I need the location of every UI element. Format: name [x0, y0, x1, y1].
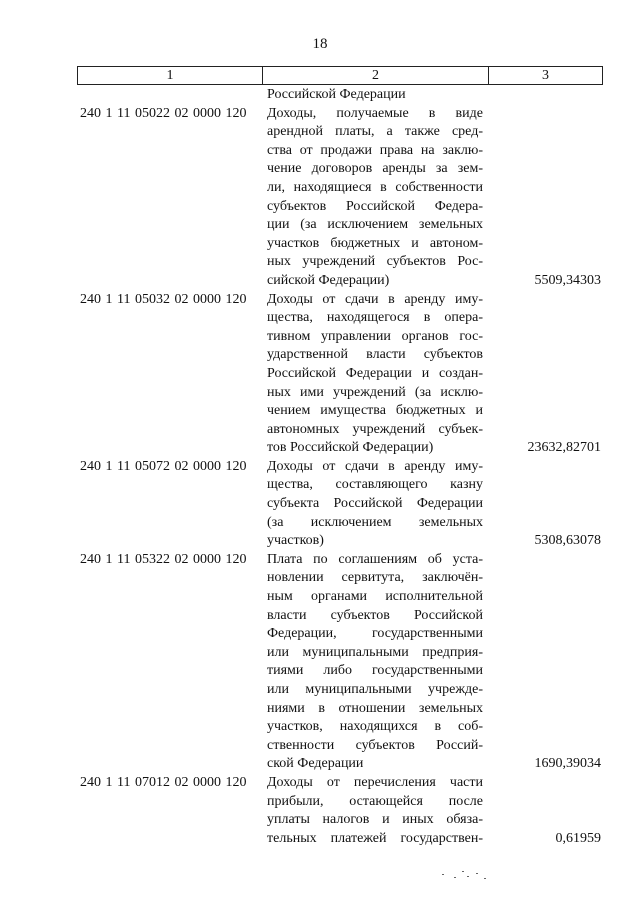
description-line: Российской Федерации и создан- — [267, 365, 483, 381]
amount-value: 23632,82701 — [527, 440, 601, 456]
table-row — [77, 774, 603, 848]
amount-cell — [483, 458, 603, 551]
description-line: ударственной власти субъектов — [267, 347, 483, 363]
amount-value: 0,61959 — [555, 830, 601, 846]
description-line: Федерации, государственными — [267, 626, 483, 642]
amount-cell — [483, 551, 603, 774]
table-row — [77, 458, 603, 551]
description-line: тов Российской Федерации) — [267, 440, 434, 456]
description-line: Доходы, получаемые в виде — [267, 105, 483, 121]
code-cell: 240 1 11 07012 02 0000 120 — [80, 774, 247, 790]
description-line: тивном управлении органов гос- — [267, 328, 483, 344]
description-line: Доходы от сдачи в аренду иму- — [267, 458, 483, 474]
description-line: щества, находящегося в опера- — [267, 310, 483, 326]
description-line: щества, составляющего казну — [267, 477, 483, 493]
code-cell — [77, 86, 265, 105]
description-cell — [267, 86, 483, 105]
description-line: субъектов Российской Федера- — [267, 198, 483, 214]
table-row — [77, 291, 603, 458]
description-line: субъекта Российской Федерации — [267, 496, 483, 512]
description-line: ской Федерации — [267, 756, 364, 772]
description-line: власти субъектов Российской — [267, 607, 483, 623]
table-body — [77, 86, 603, 848]
amount-value: 5509,34303 — [534, 272, 601, 288]
description-line: уплаты налогов и иных обяза- — [267, 812, 483, 828]
description-line: участков, находящихся в соб- — [267, 719, 483, 735]
description-line: Российской Федерации — [267, 87, 406, 102]
description-line: участков бюджетных и автоном- — [267, 235, 483, 251]
description-line: (за исключением земельных — [267, 514, 483, 530]
description-line: тиями либо государственными — [267, 663, 483, 679]
description-line: арендной платы, а также сред- — [267, 124, 483, 140]
code-cell: 240 1 11 05022 02 0000 120 — [80, 105, 247, 121]
description-line: Доходы от перечисления части — [267, 774, 483, 790]
table-row — [77, 551, 603, 774]
description-line: автономных учреждений субъек- — [267, 421, 483, 437]
description-line: участков) — [267, 533, 324, 549]
description-line: ственности субъектов Россий- — [267, 737, 483, 753]
description-line: чение договоров аренды за зем- — [267, 161, 483, 177]
amount-cell — [483, 86, 603, 105]
scan-specks — [440, 868, 490, 882]
header-col-1: 1 — [78, 67, 263, 84]
description-line: тельных платежей государствен- — [267, 830, 483, 846]
amount-cell — [483, 291, 603, 458]
code-cell: 240 1 11 05322 02 0000 120 — [80, 551, 247, 567]
amount-value: 5308,63078 — [534, 533, 601, 549]
amount-value: 1690,39034 — [534, 756, 601, 772]
description-cell — [267, 551, 483, 774]
description-line: ства от продажи права на заклю- — [267, 142, 483, 158]
description-line: чением имущества бюджетных и — [267, 403, 483, 419]
description-line: ции (за исключением земельных — [267, 217, 483, 233]
code-cell: 240 1 11 05072 02 0000 120 — [80, 458, 247, 474]
header-col-3: 3 — [542, 68, 549, 83]
description-cell — [267, 291, 483, 458]
description-line: или муниципальными предприя- — [267, 644, 483, 660]
table-row — [77, 105, 603, 291]
description-cell — [267, 774, 483, 848]
description-line: ниями в отношении земельных — [267, 700, 483, 716]
continuation-row — [77, 86, 603, 105]
description-line: сийской Федерации) — [267, 272, 390, 288]
description-cell — [267, 458, 483, 551]
description-line: прибыли, остающейся после — [267, 793, 483, 809]
description-line: или муниципальными учрежде- — [267, 682, 483, 697]
amount-cell — [483, 774, 603, 848]
page-number: 18 — [312, 36, 328, 52]
description-cell — [267, 105, 483, 291]
description-line: ным органами исполнительной — [267, 589, 483, 605]
description-line: Плата по соглашениям об уста- — [267, 551, 483, 567]
table-header — [77, 66, 603, 85]
code-cell: 240 1 11 05032 02 0000 120 — [80, 291, 247, 307]
description-line: Доходы от сдачи в аренду иму- — [267, 291, 483, 307]
description-line: ных учреждений субъектов Рос- — [267, 254, 483, 270]
amount-cell — [483, 105, 603, 291]
description-line: новлении сервитута, заключён- — [267, 570, 483, 586]
header-col-2: 2 — [263, 67, 489, 84]
description-line: ных ими учреждений (за исклю- — [267, 384, 483, 400]
description-line: ли, находящиеся в собственности — [267, 179, 483, 195]
